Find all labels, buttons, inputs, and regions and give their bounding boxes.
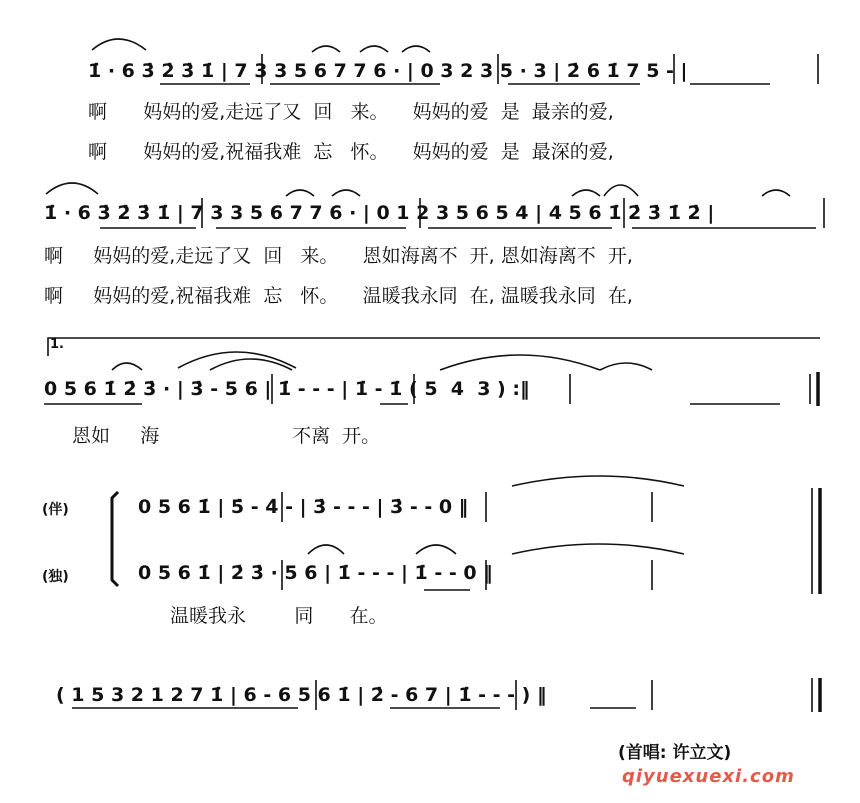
system4-lyric: 温暖我永 同 在。	[170, 605, 388, 627]
volta-label: 1.	[50, 337, 64, 352]
system2-notes: 1̇ · 6 3̇ 2̇ 3̇ 1̇ | 7 3 3 5 6 7 7 6 · | 0 1 2 3 5 6 5 4 | 4 5 6 1̇ 2̇ 3̇ 1̇ 2̇ |	[44, 202, 715, 224]
system3-lyric: 恩如 海 不离 开。	[72, 425, 381, 447]
system1-notes: 1̇ · 6 3̇ 2̇ 3̇ 1̇ | 7 3 3 5 6 7 7 6 · | 0 3 2 3 5 · 3 | 2̇ 6 1̇ 7 5 - |	[88, 60, 688, 82]
system2-lyric-verse1: 啊 妈妈的爱,走远了又 回 来。 恩如海离不 开, 恩如海离不 开,	[44, 245, 633, 267]
watermark-text: qiyuexuexi.com	[622, 766, 795, 787]
system2-lyric-verse2: 啊 妈妈的爱,祝福我难 忘 怀。 温暖我永同 在, 温暖我永同 在,	[44, 285, 633, 307]
system1-lyric-verse2: 啊 妈妈的爱,祝福我难 忘 怀。 妈妈的爱 是 最深的爱,	[88, 141, 614, 163]
solo-label: (独)	[42, 569, 69, 585]
system1-lyric-verse1: 啊 妈妈的爱,走远了又 回 来。 妈妈的爱 是 最亲的爱,	[88, 101, 614, 123]
solo-notes: 0 5 6 1̇ | 2̇ 3̇ · 5 6 | 1̇ - - - | 1̇ - - 0 ‖	[138, 562, 493, 584]
system3-notes: 0 5 6 1̇ 2̇ 3̇ · | 3̇ - 5 6 | 1̇ - - - | 1̇ - 1̇ ( 5 4 3 ) :‖	[44, 378, 530, 400]
accompaniment-label: (伴)	[42, 502, 69, 518]
interlude-notes: ( 1 5 3 2 1 2 7 1̇ | 6 - 6 5 6 1̇ | 2̇ - 6 7 | 1̇ - - - ) ‖	[56, 684, 547, 706]
singer-credit: (首唱: 许立文)	[618, 743, 732, 763]
accompaniment-notes: 0 5 6 1̇ | 5̇ - 4̇ - | 3̇ - - - | 3̇ - - 0 ‖	[138, 496, 469, 518]
